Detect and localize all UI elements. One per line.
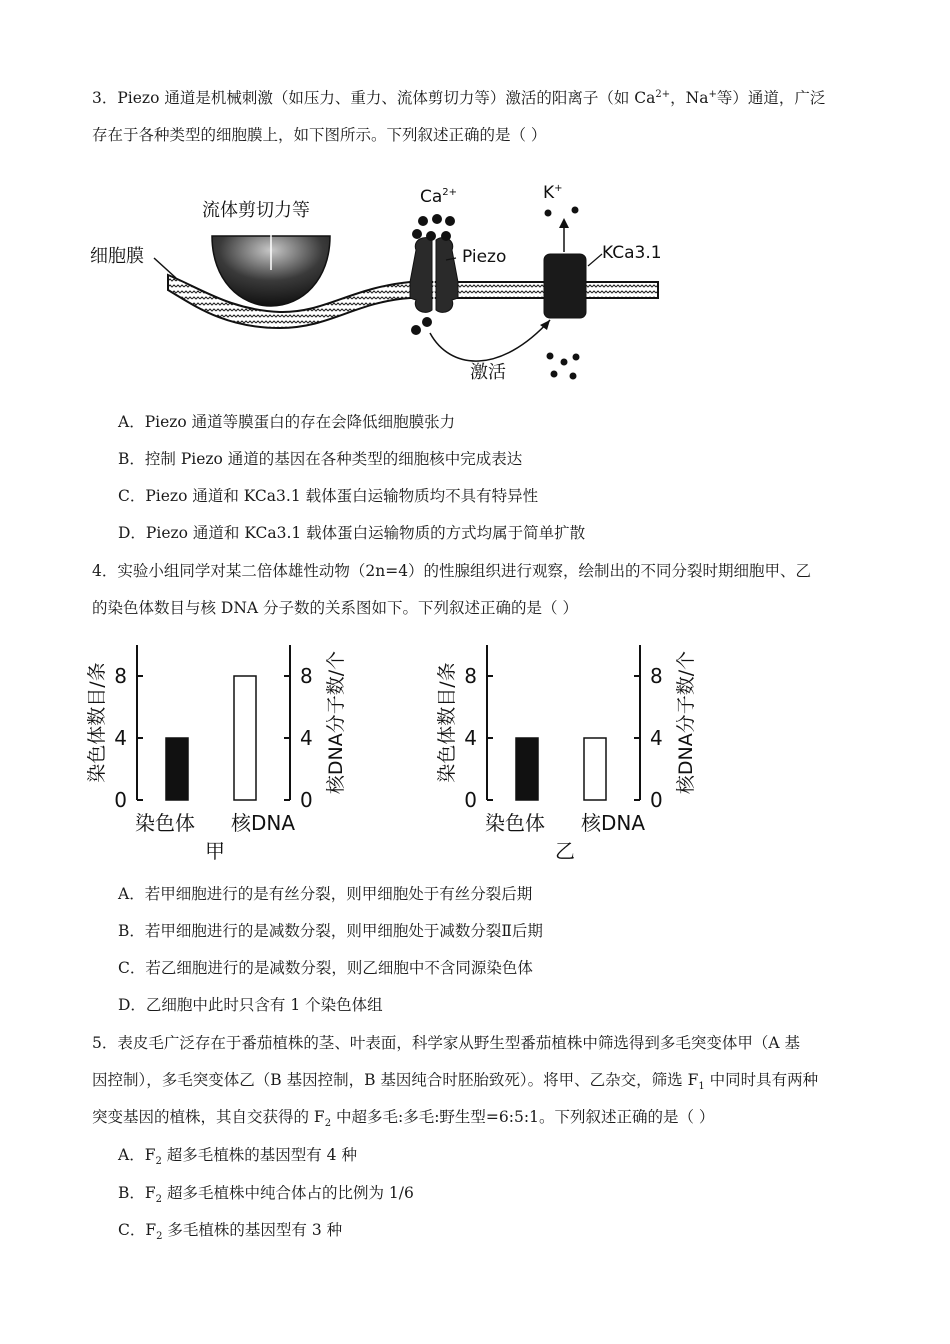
q3-option-b: B．控制 Piezo 通道的基因在各种类型的细胞核中完成表达 (118, 450, 523, 468)
ca-label: $Ca^{2+}$ (420, 187, 458, 207)
q3-option-a: A．Piezo 通道等膜蛋白的存在会降低细胞膜张力 (118, 413, 456, 431)
q5-stem-line1: 5．表皮毛广泛存在于番茄植株的茎、叶表面，科学家从野生型番茄植株中筛选得到多毛突变体甲（A 基 (92, 1034, 800, 1052)
chart-title: 甲 (205, 839, 225, 863)
y-axis-label-left: 染色体数目/条 (86, 662, 108, 783)
activate-label: 激活 (470, 362, 506, 383)
y-tick-label-right: 8 (650, 664, 663, 688)
q4-option-c: C．若乙细胞进行的是减数分裂，则乙细胞中不含同源染色体 (118, 959, 533, 977)
chart-title: 乙 (555, 839, 575, 863)
q5-stem-line2: 因控制），多毛突变体乙（B 基因控制，B 基因纯合时胚胎致死）。将甲、乙杂交，筛选 $F_1$ 中同时具有两种 (92, 1071, 819, 1093)
q4-stem-line1: 4．实验小组同学对某二倍体雄性动物（2n=4）的性腺组织进行观察，绘制出的不同分裂时期细胞甲、乙 (92, 562, 812, 580)
y-tick-label-right: 8 (300, 664, 313, 688)
ca-ions-inside (411, 317, 432, 335)
ca-ions-outside (412, 214, 455, 241)
q5-stem-line3: 突变基因的植株，其自交获得的 $F_2$ 中超多毛:多毛:野生型=6:5:1。下列叙述正确的是（ ） (92, 1108, 715, 1130)
bar-chart-yi (435, 635, 710, 865)
bar-chromosome (166, 738, 188, 800)
membrane-label: 细胞膜 (90, 246, 144, 267)
y-tick-label-left: 8 (114, 664, 127, 688)
y-tick-label-left: 4 (114, 726, 127, 750)
q4-option-b: B．若甲细胞进行的是减数分裂，则甲细胞处于减数分裂Ⅱ后期 (118, 922, 543, 940)
q5-option-c: C．$F_2$ 多毛植株的基因型有 3 种 (118, 1221, 343, 1243)
y-tick-label-right: 0 (650, 788, 663, 812)
q5-option-a: A．$F_2$ 超多毛植株的基因型有 4 种 (118, 1146, 357, 1168)
x-category-label: 染色体 (485, 811, 545, 835)
y-tick-label-left: 0 (464, 788, 477, 812)
bar-dna (584, 738, 606, 800)
bar-chromosome (516, 738, 538, 800)
y-tick-label-right: 4 (300, 726, 313, 750)
q3-option-c: C．Piezo 通道和 KCa3.1 载体蛋白运输物质均不具有特异性 (118, 487, 539, 505)
y-tick-label-right: 4 (650, 726, 663, 750)
y-tick-label-right: 0 (300, 788, 313, 812)
bar-chart-jia (85, 635, 360, 865)
y-axis-label-left: 染色体数目/条 (436, 662, 458, 783)
y-axis-label-right: 核DNA分子数/个 (675, 650, 697, 795)
k-label: K+ (543, 183, 563, 203)
piezo-diagram (80, 170, 680, 395)
kca31-label: KCa3.1 (602, 243, 662, 263)
y-axis-label-right: 核DNA分子数/个 (325, 650, 347, 795)
kca31-channel (544, 254, 586, 318)
fluid-shear-label: 流体剪切力等 (202, 200, 310, 221)
bar-dna (234, 676, 256, 800)
x-category-label: 核DNA (230, 811, 296, 835)
q3-option-d: D．Piezo 通道和 KCa3.1 载体蛋白运输物质的方式均属于简单扩散 (118, 524, 586, 542)
q5-option-b: B．$F_2$ 超多毛植株中纯合体占的比例为 1/6 (118, 1184, 414, 1206)
q4-option-d: D．乙细胞中此时只含有 1 个染色体组 (118, 996, 383, 1014)
y-tick-label-left: 8 (464, 664, 477, 688)
q3-stem-line2: 存在于各种类型的细胞膜上，如下图所示。下列叙述正确的是（ ） (92, 126, 547, 144)
y-tick-label-left: 4 (464, 726, 477, 750)
q4-option-a: A．若甲细胞进行的是有丝分裂，则甲细胞处于有丝分裂后期 (118, 885, 533, 903)
piezo-label: Piezo (462, 247, 507, 267)
q3-stem-line1: 3．Piezo 通道是机械刺激（如压力、重力、流体剪切力等）激活的阳离子（如 $Ca^{2+}$，Na+等）通道，广泛 (92, 88, 826, 107)
x-category-label: 核DNA (580, 811, 646, 835)
y-tick-label-left: 0 (114, 788, 127, 812)
x-category-label: 染色体 (135, 811, 195, 835)
q4-stem-line2: 的染色体数目与核 DNA 分子数的关系图如下。下列叙述正确的是（ ） (92, 599, 578, 617)
